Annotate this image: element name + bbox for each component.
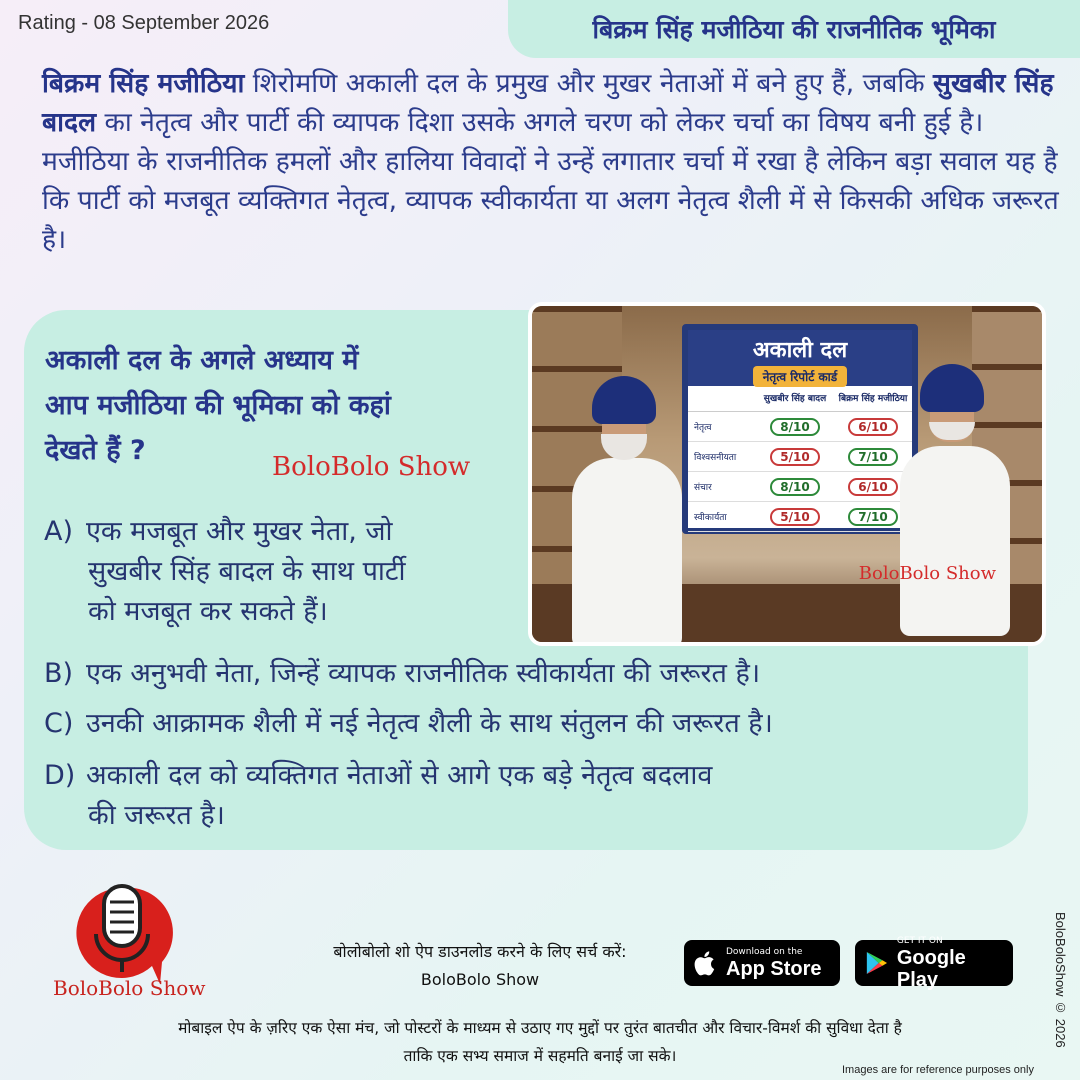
question-line: देखते हैं ? <box>45 435 146 466</box>
google-play-small-text: GET IT ON <box>896 935 943 946</box>
apple-icon <box>694 949 718 977</box>
intro-text-2: का नेतृत्व और पार्टी की व्यापक दिशा उसके अगले चरण को लेकर चर्चा का विषय बनी हुई है। मजीठिया के राजनीतिक हमलों और हालिया विवादों ने उन्हें लगातार चर्चा में रखा है लेकिन बड़ा सवाल यह है कि पार्टी को मजबूत व्यक्तिगत नेतृत्व, व्यापक स्वीकार्यता या अलग नेतृत्व शैली में से किसकी अधिक जरूरत है। <box>42 107 1059 255</box>
image-disclaimer: Images are for reference purposes only <box>842 1064 1034 1076</box>
board-title: अकाली दल <box>752 338 848 363</box>
option-text: उनकी आक्रामक शैली में नई नेतृत्व शैली के साथ संतुलन की जरूरत है। <box>86 708 773 739</box>
google-play-icon <box>865 949 889 977</box>
option-letter: D) <box>44 760 76 791</box>
score-pill: 7/10 <box>848 508 897 526</box>
description-line: मोबाइल ऐप के ज़रिए एक ऐसा मंच, जो पोस्टरों के माध्यम से उठाए गए मुद्दों पर तुरंत बातचीत और विचार-विमर्श की सुविधा देता है <box>178 1019 902 1037</box>
app-store-small-text: Download on the <box>726 946 803 957</box>
option-text: अकाली दल को व्यक्तिगत नेताओं से आगे एक बड़े नेतृत्व बदलाव <box>86 760 713 791</box>
photo-watermark: BoloBolo Show <box>858 563 996 584</box>
score-pill: 6/10 <box>848 418 897 436</box>
option-text: एक अनुभवी नेता, जिन्हें व्यापक राजनीतिक स्वीकार्यता की जरूरत है। <box>86 658 761 689</box>
option-b[interactable] <box>44 654 760 694</box>
question-line: अकाली दल के अगले अध्याय में <box>45 345 359 376</box>
option-a[interactable] <box>44 512 406 632</box>
rating-date: Rating - 08 September 2026 <box>18 12 270 34</box>
score-pill: 8/10 <box>770 478 819 496</box>
board-subtitle: नेतृत्व रिपोर्ट कार्ड <box>753 366 847 387</box>
board-col-badal: सुखबीर सिंह बादल <box>763 393 827 404</box>
board-column-headers <box>688 386 912 412</box>
intro-name-majithia: बिक्रम सिंह मजीठिया <box>42 68 245 99</box>
board-row <box>688 442 912 472</box>
option-text: सुखबीर सिंह बादल के साथ पार्टी <box>88 556 406 587</box>
option-letter: A) <box>44 516 74 547</box>
score-pill: 7/10 <box>848 448 897 466</box>
option-text: एक मजबूत और मुखर नेता, जो <box>86 516 393 547</box>
app-store-big-text: App Store <box>726 957 822 980</box>
board-row <box>688 472 912 502</box>
copyright-text: BoloBoloShow © 2026 <box>1053 912 1068 1048</box>
google-play-button[interactable] <box>855 935 1013 991</box>
report-card-photo <box>528 302 1046 646</box>
option-d[interactable] <box>44 756 712 836</box>
google-play-big-text: Google Play <box>896 946 966 991</box>
page-title: बिक्रम सिंह मजीठिया की राजनीतिक भूमिका <box>592 15 996 44</box>
board-col-majithia: बिक्रम सिंह मजीठिया <box>838 393 908 404</box>
board-row <box>688 502 912 532</box>
download-line: बोलोबोलो शो ऐप डाउनलोड करने के लिए सर्च करें: <box>333 942 627 961</box>
board-row-label: संचार <box>694 483 712 493</box>
question-line: आप मजीठिया की भूमिका को कहां <box>45 390 391 421</box>
board-header <box>688 330 912 386</box>
intro-paragraph <box>42 64 1062 259</box>
board-row-label: विश्वसनीयता <box>694 453 737 463</box>
app-store-button[interactable] <box>684 940 840 986</box>
score-pill: 8/10 <box>770 418 819 436</box>
score-pill: 5/10 <box>770 508 819 526</box>
report-card-board <box>682 324 918 534</box>
score-pill: 5/10 <box>770 448 819 466</box>
option-c[interactable] <box>44 704 773 744</box>
download-app-name: BoloBolo Show <box>420 970 540 989</box>
board-row <box>688 412 912 442</box>
option-text: की जरूरत है। <box>88 800 225 831</box>
option-text: को मजबूत कर सकते हैं। <box>88 596 328 627</box>
board-row-label: स्वीकार्यता <box>694 513 727 523</box>
option-letter: C) <box>44 708 74 739</box>
board-row-label: नेतृत्व <box>694 423 712 433</box>
option-letter: B) <box>44 658 74 689</box>
watermark-text: BoloBolo Show <box>272 452 471 482</box>
title-banner <box>508 0 1080 58</box>
brand-logo-text: BoloBolo Show <box>53 976 206 1000</box>
platform-description <box>40 1014 1040 1070</box>
download-instructions <box>290 938 670 994</box>
intro-text-1: शिरोमणि अकाली दल के प्रमुख और मुखर नेताओं में बने हुए हैं, जबकि <box>244 68 934 99</box>
score-pill: 6/10 <box>848 478 897 496</box>
intro-name-badal: सुखबीर सिंह बादल <box>42 68 1054 138</box>
description-line: ताकि एक सभ्य समाज में सहमति बनाई जा सके। <box>403 1047 677 1065</box>
